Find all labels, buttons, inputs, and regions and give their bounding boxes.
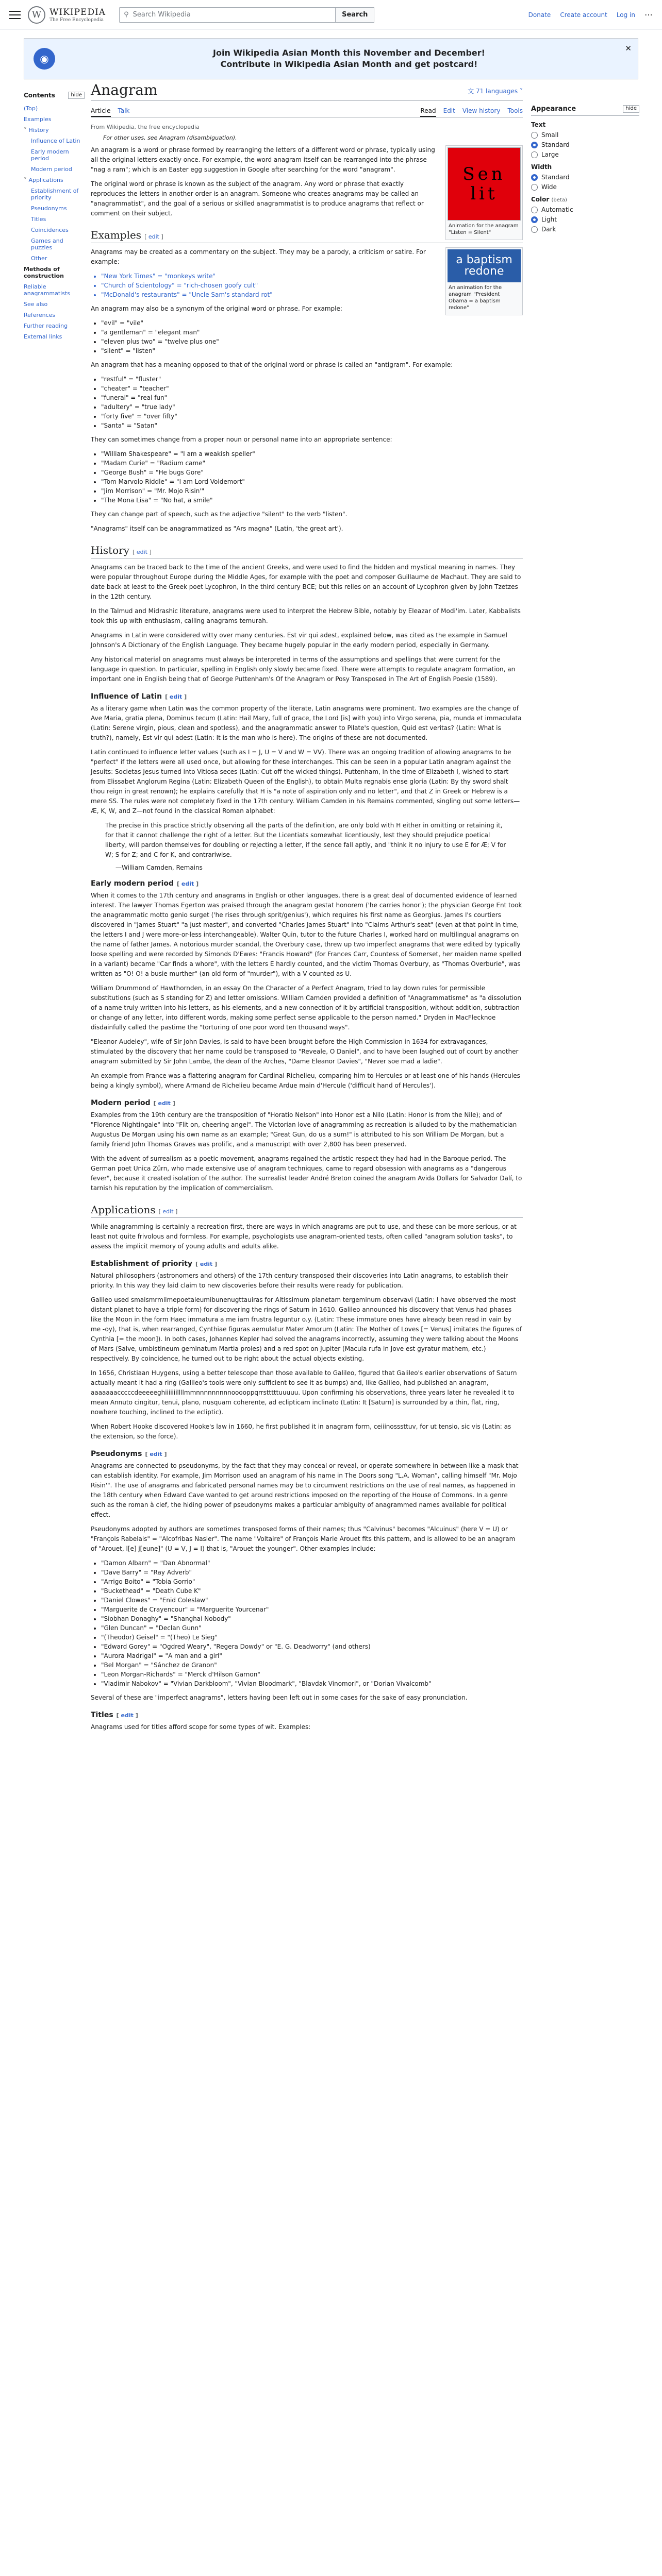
examples-intro: Anagrams may be created as a commentary on the subject. They may be a parody, a criticism or satire. For example: [91,248,426,265]
list-item[interactable]: • "Aurora Madrigal" = "A man and a girl" [101,1651,523,1660]
early-paragraph-2: William Drummond of Hawthornden, in an essay On the Character of a Perfect Anagram, tried to lay down rules for permissible substitutions (such as S standing for Z) and letter omissions. William Camden provided a definition of "Anagrammatisme" as "a dissolution of a name truly written into his letters, as his elements, and a new connection of it by artificial transposition, without addition, subtraction or change of any letter, into different words, making some perfect sense applicable to the person named." Dryden in MacFlecknoe disdainfully called the pastime the "torturing of one poor word ten thousand ways". [91,985,521,1031]
wikipedia-logo[interactable] [28,6,106,24]
table-of-contents [24,92,85,342]
chevron-down-icon[interactable]: ˅ [24,127,27,133]
tab-article[interactable]: Article [91,105,111,117]
list-item: • "adultery" = "true lady" [101,402,523,412]
toc-item-titles[interactable]: Titles [31,216,46,223]
search-form [119,7,374,23]
color-automatic-option[interactable]: Automatic [531,206,639,213]
toc-item-reliable-anagrammatists[interactable]: Reliable anagrammatists [24,283,71,297]
toc-item-early-modern-period[interactable]: Early modern period [31,148,69,162]
list-item[interactable]: • "Siobhan Donaghy" = "Shanghai Nobody" [101,1614,523,1623]
radio-icon[interactable] [531,226,538,233]
tagline: From Wikipedia, the free encyclopedia [91,124,200,130]
toc-item-games-and-puzzles[interactable]: Games and puzzles [31,238,63,251]
banner-globe-icon: ◉ [34,48,55,70]
banner-line-2: Contribute in Wikipedia Asian Month and get postcard! [220,59,478,69]
synonym-examples-list [101,318,523,355]
list-item[interactable]: • "The Mona Lisa" = "No hat, a smile" [101,496,523,505]
width-standard-option[interactable]: Standard [531,174,639,181]
list-item[interactable]: • "Dave Barry" = "Ray Adverb" [101,1568,523,1577]
section-titles-heading: Titles [ edit ] [91,1711,138,1719]
list-item[interactable]: • "Damon Albarn" = "Dan Abnormal" [101,1558,523,1568]
edit-link[interactable]: edit [169,693,183,700]
history-paragraph-1: Anagrams can be traced back to the time of the ancient Greeks, and were used to find the hidden and mystical meaning in names. They were popular throughout Europe during the Middle Ages, for example with the poet and composer Guillaume de Machaut. They are said to date back at least to the Greek poet Lycophron, in the third century BCE; but this relies on an account of Lycophron given by John Tzetzes in the 12th century. [91,564,521,600]
donate-link[interactable]: Donate [528,11,551,19]
tab-view-history[interactable]: View history [462,107,501,114]
search-button[interactable]: Search [336,7,374,23]
wikipedia-globe-icon: W [28,6,45,24]
article [91,81,523,1737]
section-examples-heading: Examples [ edit ] [91,229,523,243]
list-item: • "evil" = "vile" [101,318,523,328]
toc-item-applications[interactable]: ˅ Applications [24,177,63,183]
toc-item-establishment-of-priority[interactable]: Establishment of priority [31,188,79,201]
section-priority-heading: Establishment of priority [ edit ] [91,1260,218,1268]
section-pseudonyms-heading: Pseudonyms [ edit ] [91,1450,167,1458]
priority-paragraph-2: Galileo used smaismrmilmepoetaleumibunenugttauiras for Altissimum planetam tergeminum observavi (Latin: I have observed the most distant planet to have a triple form) for discovering the rings of Saturn in 1610. Galileo announced his discovery that Venus had phases like the Moon in the form Haec immatura a me iam frustra leguntur o.y. (Latin: These immature ones have already been read in vain by me -oy), that is, when rearranged, Cynthiae figuras aemulatur Mater Amorum (Latin: The Mother of Loves [= Venus] imitates the figures of Cynthia [= the moon]). In both cases, Johannes Kepler had solved the anagrams incorrectly, assuming they were talking about the Moons of Mars (Salve, umbistineum geminatum Martia proles) and a red spot on Jupiter (Macula rufa in Jove est gyratur mathem, etc.) respectively. By coincidence, he turned out to be right about the actual objects existing. [91,1296,522,1362]
radio-icon[interactable] [531,207,538,213]
name-examples-list [101,449,523,505]
baptism-animation-image[interactable]: a baptism redone [448,249,521,282]
toc-item-modern-period[interactable]: Modern period [31,166,72,173]
list-item[interactable]: • "Jim Morrison" = "Mr. Mojo Risin'" [101,486,523,496]
edit-link[interactable]: edit [158,1100,171,1107]
chevron-down-icon[interactable]: ˅ [24,177,27,183]
edit-link[interactable]: edit [121,1712,134,1719]
main-menu-icon[interactable] [9,11,21,19]
search-input[interactable] [119,7,336,23]
list-item: • "forty five" = "over fifty" [101,412,523,421]
site-header [0,0,662,30]
list-item[interactable]: • "George Bush" = "He bugs Gore" [101,468,523,477]
radio-selected-icon[interactable] [531,216,538,223]
close-icon[interactable]: ✕ [625,44,632,53]
list-item[interactable]: • "Church of Scientology" = "rich-chosen goofy cult" [101,281,523,290]
search-placeholder: Search Wikipedia [133,11,191,19]
list-item[interactable]: • "Glen Duncan" = "Declan Gunn" [101,1623,523,1633]
list-item[interactable]: • "Leon Morgan-Richards" = "Merck d'Hilson Garnon" [101,1670,523,1679]
modern-paragraph-1: Examples from the 19th century are the transposition of "Horatio Nelson" into Honor est a Nilo (Latin: Honor is from the Nile); and of "Florence Nightingale" into "Flit on, cheering angel". The Victorian love of anagramming as recreation is alluded to by the mathematician Augustus De Morgan using his own name as an example; "Great Gun, do us a sum!" is attributed to his son William De Morgan, but a family friend John Thomas Graves was prolific, and a manuscript with over 2,800 has been preserved. [91,1111,517,1148]
list-item: • "funeral" = "real fun" [101,393,523,402]
toc-header [24,92,85,99]
list-item: • "Santa" = "Satan" [101,421,523,430]
text-size-label: Text [531,121,546,128]
toc-item-history[interactable]: ˅ History [24,127,49,133]
pseudonyms-paragraph-2: Pseudonyms adopted by authors are sometimes transposed forms of their names; thus "Calvinus" becomes "Alcuinus" (here V = U) or "François Rabelais" = "Alcofribas Nasier". The name "Voltaire" of François Marie Arouet fits this pattern, and is allowed to be an anagram of "Arouet, l[e] j[eune]" (U = V, J = I) that is, "Arouet the younger". Other examples include: [91,1526,516,1552]
login-link[interactable]: Log in [616,11,635,19]
figure-caption: An animation for the anagram "President Obama = a baptism redone" [449,285,502,311]
priority-paragraph-4: When Robert Hooke discovered Hooke's law in 1660, he first published it in anagram form, ceiiinosssttuv, for ut tensio, sic vis (Latin: as the extension, so the force). [91,1423,511,1440]
color-label: Color (beta) [531,196,567,203]
ars-magna-paragraph: "Anagrams" itself can be anagrammatized as "Ars magna" (Latin, 'the great art'). [91,525,343,532]
edit-link[interactable]: edit [162,1208,174,1215]
camden-quote: The precise in this practice strictly observing all the parts of the definition, are only bold with H either in omitting or retaining it, for that it cannot challenge the right of a letter. But the Licentiats somewhat licentiously, lest they should prejudice poetical liberty, will pardon themselves for doubling or rejecting a letter, if the sence fall aptly, and "think it no injury to use E for Æ; V for W; S for Z; and C for K, and contrariwise. [105,822,506,858]
anagram-animation-image[interactable]: Sen lit [448,147,521,221]
list-item[interactable]: • "New York Times" = "monkeys write" [101,272,523,281]
toc-title: Contents [24,92,55,99]
text-small-option[interactable]: Small [531,131,639,139]
toc-item-methods-of-construction[interactable]: Methods of construction [24,266,64,279]
names-intro: They can sometimes change from a proper noun or personal name into an appropriate sentence: [91,436,392,443]
latin-paragraph-1: As a literary game when Latin was the common property of the literate, Latin anagrams were prominent. Two examples are the change of Ave Maria, gratia plena, Dominus tecum (Latin: Hail Mary, full of grace, the Lord [is] with you) into Virgo serena, pia, munda et immaculata (Latin: Serene virgin, pious, clean and spotless), and the anagrammatic answer to Pilate's question, Quid est veritas? (Latin: What is truth?), namely, Est vir qui adest (Latin: It is the man who is here). The origins of these are not documented. [91,705,522,741]
color-light-option[interactable]: Light [531,216,639,223]
edit-link[interactable]: edit [200,1261,213,1267]
early-paragraph-4: An example from France was a flattering anagram for Cardinal Richelieu, comparing him to Hercules or at least one of his hands (Hercules being a kingly symbol), where Armand de Richelieu became Ardue main d'Hercule ('difficult hand of Hercules'). [91,1072,520,1089]
titles-paragraph: Anagrams used for titles afford scope for some types of wit. Examples: [91,1723,311,1731]
edit-link[interactable]: edit [181,880,194,887]
synonym-intro: An anagram may also be a synonym of the original word or phrase. For example: [91,305,342,312]
radio-icon[interactable] [531,151,538,158]
page-tabs [91,105,523,117]
list-item[interactable]: • "(Theodor) Geisel" = "(Theo) Le Sieg" [101,1633,523,1642]
early-paragraph-1: When it comes to the 17th century and anagrams in English or other languages, there is a great deal of documented evidence of learned interest. The lawyer Thomas Egerton was praised through the anagram gestat honorem ('he carries honor'); the physician George Ent took the anagrammatic motto genio surget ('he rises through sprit/genius'), which requires his first name as Georgius. James I's courtiers discovered in "James Stuart" "a just master", and converted "Charles James Stuart" into "Claims Arthur's seat" (even at that point in time, the letters I and J were more-or-less interchangeable). Walter Quin, tutor to the future Charles I, worked hard on multilingual anagrams on the name of father James. A notorious murder scandal, the Overbury case, threw up two imperfect anagrams that were edited by typically loose spelling and were recorded by Simonds D'Ewes: "Francis Howard" (for Frances Carr, Countess of Somerset, her maiden name spelled in a variant) became "Car finds a whore", with the letters E hardly counted, and the victim Thomas Overbury, as "Thomas Overburie", was written as "O! O! a busie murther" (an old form of "murder"), with a V counted as U. [91,892,522,977]
list-item: • "a gentleman" = "elegant man" [101,328,523,337]
list-item: • "silent" = "listen" [101,346,523,355]
radio-selected-icon[interactable] [531,142,538,148]
figure-baptism-redone [445,247,523,315]
toc-item-further-reading[interactable]: Further reading [24,323,68,329]
toc-item-see-also[interactable]: See also [24,301,48,308]
list-item: • "eleven plus two" = "twelve plus one" [101,337,523,346]
list-item[interactable]: • "Arrigo Boito" = "Tobia Gorrio" [101,1577,523,1586]
toc-hide-button[interactable]: hide [68,92,85,99]
pseudonyms-paragraph-1: Anagrams are connected to pseudonyms, by the fact that they may conceal or reveal, or operate somewhere in between like a mask that can establish identity. For example, Jim Morrison used an anagram of his name in The Doors song "L.A. Woman", calling himself "Mr. Mojo Risin'". The use of anagrams and fabricated personal names may be to circumvent restrictions on the use of real names, as happened in the 18th century when Edward Cave wanted to get around restrictions imposed on the reporting of the House of Commons. In a genre such as the roman à clef, the hiding power of pseudonyms makes a particular ambiguity of anagrammed names available for political effect. [91,1462,519,1518]
radio-icon[interactable] [531,184,538,191]
appearance-hide-button[interactable]: hide [623,105,639,113]
list-item: • "cheater" = "teacher" [101,384,523,393]
color-dark-option[interactable]: Dark [531,226,639,233]
banner-line-1: Join Wikipedia Asian Month this November and December! [213,48,485,58]
toc-item-pseudonyms[interactable]: Pseudonyms [31,205,67,212]
logo-wordmark: WIKIPEDIA [49,7,106,18]
section-modern-heading: Modern period [ edit ] [91,1099,175,1107]
campaign-banner [24,38,638,79]
figure-caption: Animation for the anagram "Listen = Silent" [449,223,519,235]
tab-talk[interactable]: Talk [118,107,130,114]
section-history-heading: History [ edit ] [91,544,523,558]
pseudonym-examples-list [101,1558,523,1688]
history-paragraph-2: In the Talmud and Midrashic literature, anagrams were used to interpret the Hebrew Bible, notably by Eleazar of Modi'im. Later, Kabbalists took this up with enthusiasm, calling anagrams temurah. [91,607,521,624]
history-paragraph-4: Any historical material on anagrams must always be interpreted in terms of the assumptions and spellings that were current for the language in question. In particular, spelling in English only slowly became fixed. There were attempts to regulate anagram formation, an important one in English being that of George Puttenham's Of the Anagram or Posy Transposed in The Art of English Poesie (1589). [91,656,516,683]
hatnote[interactable]: For other uses, see Anagram (disambiguation). [103,134,237,141]
banner-text[interactable] [60,47,638,70]
page-title: Anagram 文 71 languages ˅ [91,81,523,101]
radio-selected-icon[interactable] [531,174,538,181]
appearance-panel [531,105,639,235]
figure-listen-silent [445,145,523,240]
appearance-header [531,105,639,116]
more-options-icon[interactable]: ⋯ [644,10,653,20]
list-item[interactable]: • "Tom Marvolo Riddle" = "I am Lord Voldemort" [101,477,523,486]
toc-item-examples[interactable]: Examples [24,116,52,123]
toc-item-influence-of-latin[interactable]: Influence of Latin [31,138,80,144]
toc-item-external-links[interactable]: External links [24,333,62,340]
antigram-intro: An anagram that has a meaning opposed to that of the original word or phrase is called an "antigram". For example: [91,361,453,368]
radio-icon[interactable] [531,132,538,139]
section-early-modern-heading: Early modern period [ edit ] [91,879,199,888]
toc-item-top[interactable]: (Top) [24,105,38,112]
applications-paragraph: While anagramming is certainly a recreation first, there are ways in which anagrams are put to use, and these can be more serious, or at least not quite frivolous and formless. For example, psychologists use anagram-oriented tests, often called "anagram solution tasks", to assess the implicit memory of young adults and adults alike. [91,1223,517,1250]
toc-item-references[interactable]: References [24,312,56,318]
create-account-link[interactable]: Create account [560,11,607,19]
latin-paragraph-2: Latin continued to influence letter values (such as I = J, U = V and W = VV). There was an ongoing tradition of allowing anagrams to be "perfect" if the letters were all used once, but allowing for these interchanges. This can be seen in a popular Latin anagram against the Jesuits: Societas Jesus turned into Vitiosa seces (Latin: Cut off the wicked things). Puttenham, in the time of Elizabeth I, wished to start from Elissabet Anglorum Regina (Latin: Elizabeth Queen of the English), to obtain Multa regnabis ense gloria (Latin: By thy sword shalt thou reign in great renown); he explains carefully that H is "a note of aspiration only and no letter", and that Z in Greek or Hebrew is a mere SS. The rules were not completely fixed in the 17th century. William Camden in his Remains commented, singling out some letters—Æ, K, W, and Z—not found in the classical Roman alphabet: [91,749,520,815]
appearance-title: Appearance [531,105,576,113]
list-item[interactable]: • "Bel Morgan" = "Sánchez de Granon" [101,1660,523,1670]
quote-citation: —William Camden, Remains [115,864,203,871]
pseudonyms-paragraph-3: Several of these are "imperfect anagrams", letters having been left out in some cases for the sake of easy pronunciation. [91,1694,468,1701]
edit-link[interactable]: edit [150,1451,162,1458]
section-applications-heading: Applications [ edit ] [91,1204,523,1218]
logo-tagline: The Free Encyclopedia [49,17,104,23]
list-item[interactable]: • "William Shakespeare" = "I am a weakish speller" [101,449,523,459]
section-influence-heading: Influence of Latin [ edit ] [91,692,187,701]
language-button[interactable]: 文 71 languages ˅ [468,88,523,95]
early-paragraph-3: "Eleanor Audeley", wife of Sir John Davies, is said to have been brought before the High Commission in 1634 for extravagances, stimulated by the discovery that her name could be transposed to "Reveale, O Daniel", and to have been laughed out of court by another anagram submitted by Sir John Lambe, the dean of the Arches, "Dame Eleanor Davies", "Never soe mad a ladie". [91,1038,519,1065]
list-item[interactable]: • "Daniel Clowes" = "Enid Coleslaw" [101,1596,523,1605]
list-item[interactable]: • "Buckethead" = "Death Cube K" [101,1586,523,1596]
width-label: Width [531,163,552,171]
intro-paragraph-2: The original word or phrase is known as the subject of the anagram. Any word or phrase that exactly reproduces the letters in another order is an anagram. Someone who creates anagrams may be called an "anagrammatist", and the goal of a serious or skilled anagrammatist is to produce anagrams that reflect or comment on their subject. [91,180,424,217]
edit-link[interactable]: edit [148,233,159,240]
width-wide-option[interactable]: Wide [531,183,639,191]
history-paragraph-3: Anagrams in Latin were considered witty over many centuries. Est vir qui adest, explained below, was cited as the example in Samuel Johnson's A Dictionary of the English Language. They became hugely popular in the early modern period, especially in Germany. [91,632,507,649]
toc-item-other[interactable]: Other [31,255,47,262]
edit-link[interactable]: edit [136,549,147,555]
user-links [528,10,653,20]
list-item[interactable]: • "Marguerite de Crayencour" = "Marguerite Yourcenar" [101,1605,523,1614]
priority-paragraph-1: Natural philosophers (astronomers and others) of the 17th century transposed their discoveries into Latin anagrams, to establish their priority. In this way they laid claim to new discoveries before their results were ready for publication. [91,1272,508,1289]
list-item[interactable]: • "Madam Curie" = "Radium came" [101,459,523,468]
list-item[interactable]: • "McDonald's restaurants" = "Uncle Sam's standard rot" [101,290,523,299]
list-item: • "restful" = "fluster" [101,375,523,384]
toc-item-coincidences[interactable]: Coincidences [31,227,69,233]
search-icon: ⚲ [124,11,129,19]
text-standard-option[interactable]: Standard [531,141,639,148]
antigram-examples-list [101,375,523,430]
tab-edit[interactable]: Edit [443,107,455,114]
tab-read[interactable]: Read [420,105,436,117]
list-item[interactable]: • "Vladimir Nabokov" = "Vivian Darkbloom", "Vivian Bloodmark", "Blavdak Vinomori", or "Dorian Vivalcomb" [101,1679,523,1688]
text-large-option[interactable]: Large [531,151,639,158]
priority-paragraph-3: In 1656, Christiaan Huygens, using a better telescope than those available to Galileo, figured that Galileo's earlier observations of Saturn actually meant it had a ring (Galileo's tools were only sufficient to see it as bumps) and, like Galileo, had published an anagram, aaaaaaacccccdeeeeeghiiiiiiillllmmnnnnnnnnnooooppqrrstttttuuuuu. Upon confirming his observations, three years later he revealed it to mean Annuto cingitur, tenui, plano, nusquam coherente, ad eclipticam inclinato (Latin: It [Saturn] is surrounded by a thin, flat, ring, nowhere touching, inclined to the ecliptic). [91,1369,517,1416]
modern-paragraph-2: With the advent of surrealism as a poetic movement, anagrams regained the artistic respect they had had in the Baroque period. The German poet Unica Zürn, who made extensive use of anagram techniques, came to regard obsession with anagrams as a "dangerous fever", because it created isolation of the author. The surrealist leader André Breton coined the anagram Avida Dollars for Salvador Dalí, to tarnish his reputation by the implication of commercialism. [91,1155,522,1192]
intro-paragraph-1: An anagram is a word or phrase formed by rearranging the letters of a different word or phrase, typically using all the original letters exactly once. For example, the word anagram itself can be rearranged into the phrase "nag a ram"; which is an Easter egg suggestion in Google after searching for the word "anagram". [91,146,435,173]
tab-tools[interactable]: Tools [507,107,523,114]
part-of-speech-paragraph: They can change part of speech, such as the adjective "silent" to the verb "listen". [91,511,347,518]
list-item[interactable]: • "Edward Gorey" = "Ogdred Weary", "Regera Dowdy" or "E. G. Deadworry" (and others) [101,1642,523,1651]
